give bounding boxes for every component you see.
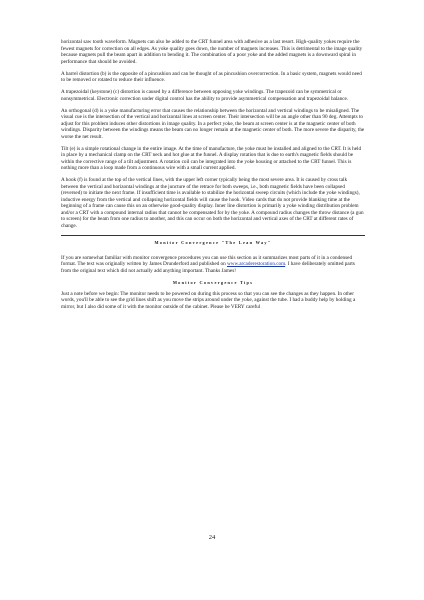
intro-text-before-link: If you are somewhat familiar with monitor convergence procedures you can use this section as it summarizes most parts of it in a condensed format. The text was originally written by James Drunderford and published on (61, 254, 353, 267)
paragraph-hook: A hook (f) is found at the top of the vertical lines, with the upper left corner typically being the most severe area. It is caused by cross talk between the vertical and horizontal windings at the juncture of the retrace for both sweeps, i.e., both magnetic fields have been collapsed (reversed) to initiate the next frame. If insufficient time is available to stabilize the horizontal sweep circuits (which include the yoke windings), inductive energy from the vertical and collapsing horizontal fields will cause the hook. Video cards that do not provide blanking time at the beginning of a frame can cause this on an otherwise good-quality display. Inner line distortion is primarily a yoke winding distribution problem and/or a CRT with a compound internal radius that cannot be compensated for by the yoke. A compound radius changes the throw distance (a gun to screen) for the beam from one radius to another, and this can occur on both the horizontal and vertical axes of the CRT at different rates of change. (61, 177, 364, 229)
paragraph-trapezoidal-distortion: A trapezoidal (keystone) (c) distortion is caused by a difference between opposing yoke windings. The trapezoid can be symmetrical or nonsymmetrical. Electronic correction under digital control has the ability to provide asymmetrical compensation and trapezoidal balance. (61, 89, 349, 102)
section-rule-top (61, 235, 365, 236)
tips-paragraph: Just a note before we begin: The monitor needs to be powered on during this process so that you can see the changes as they happen. In other words, you'll be able to see the grid lines shift as you move the strips around under the yoke, against the tube. I had a buddy help by holding a mirror, but I also did some of it with the monitor outside of the cabinet. Please be VERY careful (61, 290, 356, 310)
tips-heading: Monitor Convergence Tips (172, 279, 254, 285)
paragraph-saw-tooth-magnets: horizontal saw tooth waveform. Magnets can also be added to the CRT funnel area with adhesive as a last resort. High-quality yokes require the fewest magnets for correction on all edges. As yoke quality goes down, the number of magnets increases. This is detrimental to the image quality because magnets pull the beam apart in addition to bending it. The combination of a poor yoke and the added magnets is a downward spiral in performance that should be avoided. (61, 39, 363, 65)
section-intro-paragraph (61, 255, 365, 275)
intro-text-after-link: . I have deliberately omitted parts from the original text which did not actually add anything important. Thanks James! (61, 261, 355, 274)
paragraph-tilt: Tilt (e) is a simple rotational change in the entire image. At the time of manufacture, the yoke must be installed and aligned to the CRT. It is held in place by a mechanical clamp on the CRT neck and hot glue at the funnel. A display rotation that is due to earth's magnetic fields should be within the corrective range of a tilt adjustment. A rotation coil can be integrated into the yoke housing or attached to the CRT funnel. This is nothing more than a loop made from a continuous wire with a small current applied. (61, 145, 362, 171)
page-number: 24 (208, 534, 216, 541)
section-heading: Monitor Convergence "The Lean Way" (154, 239, 272, 245)
paragraph-orthogonal-error: An orthogonal (d) is a yoke manufacturing error that causes the relationship between the horizontal and vertical windings to be misaligned. The visual cue is the intersection of the vertical and horizontal lines at screen center. Their intersection will be an angle other than 90 deg. Attempts to adjust for this problem induces other distortions in image quality. In a perfect yoke, the beam at screen center is at the magnetic center of both windings. Disparity between the windings means the beam can no longer remain at the magnetic center of both. The more severe the disparity, the worse the net result. (61, 107, 365, 140)
page-content (61, 39, 365, 316)
paragraph-barrel-distortion: A barrel distortion (b) is the opposite of a pincushion and can be thought of as pincushion overcorrection. In a basic system, magnets would need to be removed or rotated to reduce their influence. (61, 70, 362, 83)
arcade-restoration-link[interactable]: www.arcaderestoration.com (227, 261, 286, 267)
